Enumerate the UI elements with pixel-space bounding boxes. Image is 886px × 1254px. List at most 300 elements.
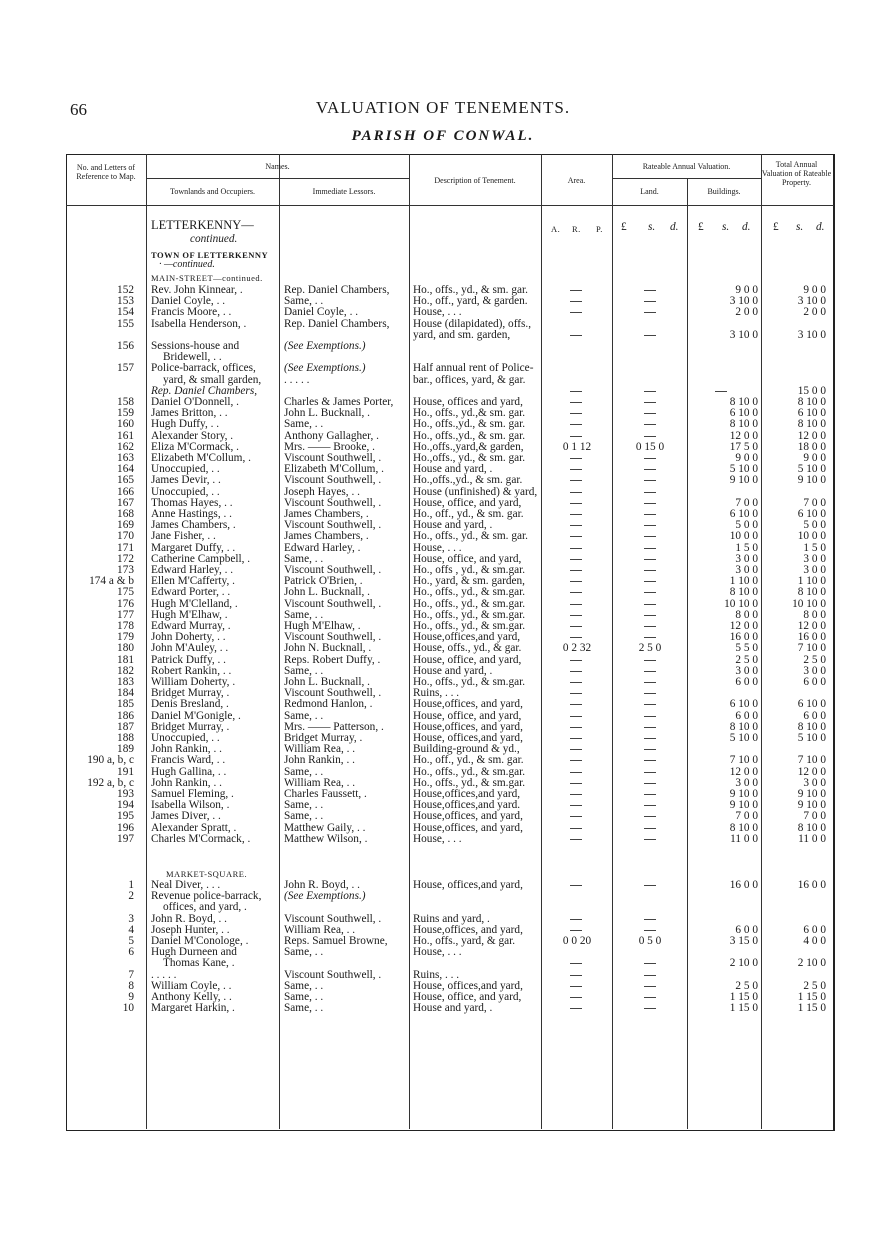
immediate-lessor: Viscount Southwell, .	[284, 687, 382, 700]
nil-dash	[644, 738, 656, 739]
immediate-lessor: Reps. Robert Duffy, .	[284, 653, 381, 666]
unit-pounds: £	[773, 221, 779, 233]
buildings-value: 9 0 0	[735, 284, 758, 296]
map-reference: 178	[117, 620, 134, 632]
total-value: 8 10 0	[797, 586, 826, 599]
nil-dash	[570, 424, 582, 425]
unit-p: P.	[596, 224, 603, 234]
occupier-name: Police-barrack, offices,	[151, 362, 256, 375]
nil-dash	[644, 436, 656, 437]
nil-dash	[644, 986, 656, 987]
buildings-value: 1 5 0	[735, 541, 758, 554]
map-reference: 171	[117, 541, 134, 554]
tenement-description: House and yard, .	[413, 519, 493, 532]
tenement-description: Ho.,offs.,yard,& garden,	[413, 440, 524, 453]
nil-dash	[644, 760, 656, 761]
tenement-description: Building-ground & yd.,	[413, 743, 520, 756]
map-reference: 189	[117, 743, 134, 756]
nil-dash	[570, 885, 582, 886]
immediate-lessor: Same, . .	[284, 765, 324, 778]
total-value: 3 0 0	[803, 564, 826, 576]
total-value: 5 0 0	[803, 519, 826, 532]
buildings-value: 3 0 0	[735, 552, 758, 565]
nil-dash	[570, 760, 582, 761]
nil-dash	[570, 1008, 582, 1009]
nil-dash	[644, 839, 656, 840]
buildings-value: 1 10 0	[729, 575, 758, 588]
total-value: 16 0 0	[797, 631, 826, 644]
unit-pence: d.	[670, 221, 679, 233]
nil-dash	[644, 301, 656, 302]
nil-dash	[644, 805, 656, 806]
total-value: 16 0 0	[797, 879, 826, 891]
tenement-description: Ho., offs., yd., & sm.gar.	[413, 776, 526, 789]
immediate-lessor: Redmond Hanlon, .	[284, 698, 373, 711]
buildings-value: 1 15 0	[729, 1002, 758, 1015]
unit-pounds: £	[698, 221, 704, 233]
col-header-rateable: Rateable Annual Valuation.	[642, 162, 731, 171]
occupier-name: Catherine Campbell, .	[151, 552, 251, 565]
map-reference: 5	[128, 935, 134, 947]
nil-dash	[570, 660, 582, 661]
nil-dash	[570, 637, 582, 638]
nil-dash	[644, 413, 656, 414]
nil-dash	[644, 828, 656, 829]
immediate-lessor: John R. Boyd, . .	[284, 879, 360, 891]
map-reference: 191	[117, 765, 134, 778]
occupier-name: Revenue police-barrack,	[151, 890, 262, 903]
immediate-lessor: . . . . .	[284, 373, 310, 386]
nil-dash	[570, 716, 582, 717]
immediate-lessor: Rep. Daniel Chambers,	[284, 284, 390, 296]
occupier-name: Charles M'Cormack, .	[151, 832, 251, 845]
tenement-description: House, . . .	[413, 306, 462, 319]
buildings-value: 9 10 0	[729, 788, 758, 800]
total-value: 6 0 0	[803, 923, 826, 936]
nil-dash	[570, 604, 582, 605]
occupier-name: Edward Harley, . .	[151, 564, 234, 576]
map-reference: 1	[128, 879, 134, 891]
buildings-value: 3 15 0	[729, 935, 758, 947]
buildings-value: 9 10 0	[729, 799, 758, 812]
buildings-value: 9 0 0	[735, 452, 758, 464]
immediate-lessor: John L. Bucknall, .	[284, 676, 370, 688]
tenement-description: Ho., off., yd., & sm. gar.	[413, 508, 524, 520]
townland-heading: LETTERKENNY—	[151, 218, 254, 232]
tenement-description: Ho., offs , yd., & sm.gar.	[413, 564, 526, 576]
total-value: 1 10 0	[797, 575, 826, 588]
unit-shillings: s.	[796, 221, 804, 233]
tenement-description: House, offices,and yard,	[413, 879, 523, 891]
map-reference: 195	[117, 810, 134, 823]
total-value: 8 10 0	[797, 418, 826, 431]
tenement-description: House, offs., yd., & gar.	[413, 642, 522, 655]
tenement-description: House, . . .	[413, 832, 462, 845]
nil-dash	[644, 772, 656, 773]
nil-dash	[644, 1008, 656, 1009]
immediate-lessor: Rep. Daniel Chambers,	[284, 317, 390, 330]
total-value: 3 0 0	[803, 776, 826, 789]
tenement-description: House,offices, and yard,	[413, 821, 523, 834]
tenement-description: Ho., offs., yd., & sm. gar.	[413, 284, 528, 296]
continued-note: · —continued.	[159, 259, 215, 270]
tenement-description: House and yard, .	[413, 463, 493, 476]
tenement-description: House, office, and yard,	[413, 496, 522, 509]
occupier-name: John Rankin, . .	[151, 776, 222, 789]
nil-dash	[644, 312, 656, 313]
nil-dash	[570, 290, 582, 291]
area-value: 0 0 20	[562, 935, 592, 947]
tenement-description: Ho., offs.,yd., & sm. gar.	[413, 429, 526, 442]
nil-dash	[570, 312, 582, 313]
occupier-name: Jane Fisher, . .	[151, 530, 216, 543]
unit-shillings: s.	[648, 221, 656, 233]
map-reference: 3	[128, 912, 134, 925]
nil-dash	[570, 682, 582, 683]
occupier-name: Robert Rankin, . .	[151, 664, 232, 677]
nil-dash	[570, 503, 582, 504]
tenement-description: House,offices, and yard,	[413, 698, 523, 711]
map-reference: 157	[117, 362, 134, 375]
buildings-value: 16 0 0	[729, 631, 758, 644]
immediate-lessor: Viscount Southwell, .	[284, 474, 382, 487]
total-value: 6 0 0	[803, 676, 826, 688]
tenement-description: Ho., offs., yd., & sm.gar.	[413, 608, 526, 621]
occupier-name: Anne Hastings, . .	[151, 508, 232, 520]
nil-dash	[570, 749, 582, 750]
nil-dash	[644, 626, 656, 627]
nil-dash	[644, 570, 656, 571]
total-value: 5 10 0	[797, 463, 826, 476]
total-value: 1 15 0	[797, 1002, 826, 1015]
nil-dash	[644, 816, 656, 817]
total-value: 3 10 0	[797, 328, 826, 341]
immediate-lessor: Viscount Southwell, .	[284, 912, 382, 925]
nil-dash	[570, 963, 582, 964]
total-value: 7 10 0	[797, 754, 826, 767]
buildings-value: 8 10 0	[729, 586, 758, 599]
total-value: 3 10 0	[797, 295, 826, 308]
tenement-description: House, offices and yard,	[413, 396, 523, 408]
immediate-lessor: Same, . .	[284, 979, 324, 992]
immediate-lessor: William Rea, . .	[284, 923, 356, 936]
occupier-name: Bridget Murray, .	[151, 687, 230, 700]
nil-dash	[644, 335, 656, 336]
map-reference: 184	[117, 687, 134, 700]
immediate-lessor: Patrick O'Brien, .	[284, 575, 363, 588]
buildings-value: 8 10 0	[729, 396, 758, 408]
total-value: 2 10 0	[797, 957, 826, 970]
total-value: 3 0 0	[803, 664, 826, 677]
map-reference: 193	[117, 788, 134, 800]
buildings-value: 17 5 0	[729, 440, 758, 453]
nil-dash	[570, 469, 582, 470]
occupier-name: yard, & small garden,	[163, 373, 262, 386]
tenement-description: Ruins, . . .	[413, 687, 460, 700]
tenement-description: Ho.,offs.,yd., & sm. gar.	[413, 474, 523, 487]
buildings-value: 12 0 0	[729, 620, 758, 632]
column-rule	[409, 154, 410, 1129]
unit-r: R.	[572, 224, 581, 234]
map-reference: 154	[117, 306, 134, 319]
nil-dash	[570, 413, 582, 414]
map-reference: 4	[128, 923, 134, 936]
tenement-description: House and yard, .	[413, 664, 493, 677]
immediate-lessor: Same, . .	[284, 608, 324, 621]
occupier-name: Thomas Kane, .	[163, 957, 235, 970]
immediate-lessor: John L. Bucknall, .	[284, 586, 370, 599]
map-reference: 10	[122, 1002, 134, 1015]
tenement-description: Ho., off., yd., & sm. gar.	[413, 754, 524, 767]
occupier-name: John Doherty, . .	[151, 631, 226, 644]
immediate-lessor: Matthew Gaily, . .	[284, 821, 366, 834]
map-reference: 185	[117, 698, 134, 711]
tenement-description: bar., offices, yard, & gar.	[413, 373, 526, 386]
immediate-lessor: Mrs. —— Patterson, .	[284, 720, 384, 733]
land-value: 2 5 0	[638, 642, 662, 655]
map-reference: 153	[117, 295, 134, 308]
buildings-value: 12 0 0	[729, 429, 758, 442]
buildings-value: 6 10 0	[729, 698, 758, 711]
total-value: 8 10 0	[797, 821, 826, 834]
col-header-buildings: Buildings.	[707, 187, 741, 196]
immediate-lessor: Elizabeth M'Collum, .	[284, 463, 384, 476]
nil-dash	[644, 716, 656, 717]
occupier-name: John Rankin, . .	[151, 743, 222, 756]
nil-dash	[570, 626, 582, 627]
occupier-name: James Devir, . .	[151, 474, 221, 487]
immediate-lessor: Charles & James Porter,	[284, 396, 394, 408]
nil-dash	[570, 548, 582, 549]
nil-dash	[570, 480, 582, 481]
occupier-name: Edward Porter, . .	[151, 586, 231, 599]
nil-dash	[570, 704, 582, 705]
immediate-lessor: Same, . .	[284, 664, 324, 677]
total-value: 2 5 0	[803, 979, 826, 992]
total-value: 2 5 0	[803, 653, 826, 666]
tenement-description: Ho., offs., yd., & sm.gar.	[413, 597, 526, 610]
nil-dash	[570, 335, 582, 336]
nil-dash	[644, 525, 656, 526]
occupier-name: James Diver, . .	[151, 810, 221, 823]
col-header-total: Total Annual Valuation of Rateable Property.	[761, 160, 832, 187]
occupier-name: Isabella Henderson, .	[151, 317, 247, 330]
nil-dash	[570, 592, 582, 593]
occupier-name: Rep. Daniel Chambers,	[151, 384, 258, 397]
nil-dash	[570, 671, 582, 672]
total-value: 9 0 0	[803, 452, 826, 464]
total-value: 12 0 0	[797, 620, 826, 632]
immediate-lessor: Same, . .	[284, 946, 324, 959]
immediate-lessor: Hugh M'Elhaw, .	[284, 620, 361, 632]
buildings-value: 8 10 0	[729, 720, 758, 733]
map-reference: 192 a, b, c	[87, 776, 134, 789]
total-value: 9 10 0	[797, 788, 826, 800]
occupier-name: Hugh M'Elhaw, .	[151, 608, 228, 621]
map-reference: 161	[117, 429, 134, 442]
immediate-lessor: Daniel Coyle, . .	[284, 306, 359, 319]
nil-dash	[644, 794, 656, 795]
nil-dash	[644, 391, 656, 392]
total-value: 9 0 0	[803, 284, 826, 296]
buildings-value: 6 0 0	[735, 923, 758, 936]
occupier-name: Neal Diver, . . .	[151, 879, 221, 891]
tenement-description: House, . . .	[413, 946, 462, 959]
immediate-lessor: William Rea, . .	[284, 743, 356, 756]
map-reference: 163	[117, 452, 134, 464]
buildings-value: 6 0 0	[735, 709, 758, 722]
immediate-lessor: Same, . .	[284, 810, 324, 823]
immediate-lessor: John L. Bucknall, .	[284, 407, 370, 420]
buildings-value: 8 10 0	[729, 418, 758, 431]
map-reference: 172	[117, 552, 134, 565]
nil-dash	[570, 772, 582, 773]
nil-dash	[644, 480, 656, 481]
nil-dash	[570, 828, 582, 829]
buildings-value: 5 10 0	[729, 732, 758, 744]
nil-dash	[644, 581, 656, 582]
immediate-lessor: Viscount Southwell, .	[284, 496, 382, 509]
tenement-description: House,offices, and yard,	[413, 810, 523, 823]
nil-dash	[570, 514, 582, 515]
column-rule	[279, 154, 280, 1129]
occupier-name: Bridget Murray, .	[151, 720, 230, 733]
nil-dash	[644, 930, 656, 931]
tenement-description: House, office, and yard,	[413, 653, 522, 666]
occupier-name: Hugh Duffy, . .	[151, 418, 220, 431]
nil-dash	[570, 738, 582, 739]
immediate-lessor: Anthony Gallagher, .	[284, 429, 379, 442]
occupier-name: Daniel Coyle, . .	[151, 295, 226, 308]
tenement-description: House,offices, and yard,	[413, 923, 523, 936]
land-value: 0 5 0	[638, 935, 662, 947]
immediate-lessor: (See Exemptions.)	[284, 362, 366, 375]
nil-dash	[570, 975, 582, 976]
immediate-lessor: Viscount Southwell, .	[284, 564, 382, 576]
occupier-name: William Doherty, .	[151, 676, 236, 688]
nil-dash	[644, 727, 656, 728]
map-reference: 177	[117, 608, 134, 621]
buildings-value: 11 0 0	[730, 832, 758, 845]
buildings-value: 3 0 0	[735, 564, 758, 576]
nil-dash	[644, 290, 656, 291]
nil-dash	[570, 525, 582, 526]
buildings-value: 5 0 0	[735, 519, 758, 532]
map-reference: 180	[117, 642, 134, 655]
occupier-name: Alexander Spratt, .	[151, 821, 237, 834]
tenement-description: Ho., offs.,yd., & sm. gar.	[413, 418, 526, 431]
buildings-value: 7 0 0	[735, 496, 758, 509]
tenement-description: Ho., offs., yd., & sm. gar.	[413, 530, 528, 543]
immediate-lessor: Viscount Southwell, .	[284, 597, 382, 610]
nil-dash	[570, 615, 582, 616]
header-rule	[612, 178, 761, 179]
map-reference: 176	[117, 597, 134, 610]
nil-dash	[644, 671, 656, 672]
column-rule	[541, 154, 542, 1129]
occupier-name: Ellen M'Cafferty, .	[151, 575, 235, 588]
occupier-name: Isabella Wilson, .	[151, 799, 230, 812]
nil-dash	[644, 514, 656, 515]
col-header-area: Area.	[567, 176, 586, 185]
page-title: VALUATION OF TENEMENTS.	[315, 98, 571, 117]
unit-pence: d.	[742, 221, 751, 233]
header-rule	[66, 205, 834, 206]
map-reference: 8	[128, 979, 134, 992]
nil-dash	[644, 637, 656, 638]
tenement-description: Ho., yard, & sm. garden,	[413, 575, 526, 588]
tenement-description: Ho., offs., yd., & sm.gar.	[413, 765, 526, 778]
map-reference: 162	[117, 440, 134, 453]
buildings-value: 5 5 0	[735, 642, 758, 655]
tenement-description: House (unfinished) & yard,	[413, 485, 538, 498]
nil-dash	[570, 986, 582, 987]
buildings-value: 3 0 0	[735, 776, 758, 789]
tenement-description: Ho., offs., yd., & sm.gar.	[413, 586, 526, 599]
occupier-name: John M'Auley, . .	[151, 642, 229, 655]
land-value: 0 15 0	[635, 440, 665, 453]
total-value: 12 0 0	[797, 765, 826, 778]
occupier-name: Daniel O'Donnell, .	[151, 396, 239, 408]
map-reference: 160	[117, 418, 134, 431]
map-reference: 169	[117, 519, 134, 532]
nil-dash	[570, 402, 582, 403]
nil-dash	[644, 919, 656, 920]
map-reference: 194	[117, 799, 134, 812]
column-rule	[612, 154, 613, 1129]
col-header-names: Names.	[265, 162, 290, 171]
nil-dash	[644, 559, 656, 560]
total-value: 1 5 0	[803, 541, 826, 554]
map-reference: 187	[117, 720, 134, 733]
nil-dash	[570, 570, 582, 571]
buildings-value: 7 0 0	[735, 810, 758, 823]
nil-dash	[644, 749, 656, 750]
total-value: 2 0 0	[803, 306, 826, 319]
tenement-description: Ruins and yard, .	[413, 912, 490, 925]
occupier-name: Bridewell, . .	[163, 351, 222, 364]
occupier-name: Joseph Hunter, . .	[151, 923, 230, 936]
occupier-name: Francis Moore, . .	[151, 306, 232, 319]
buildings-value: 2 10 0	[729, 957, 758, 970]
tenement-description: House, . . .	[413, 541, 462, 554]
nil-dash	[644, 402, 656, 403]
occupier-name: Patrick Duffy, . .	[151, 653, 226, 666]
tenement-description: Ho.,offs., yd., & sm. gar.	[413, 452, 526, 464]
nil-dash	[644, 704, 656, 705]
immediate-lessor: James Chambers, .	[284, 530, 369, 543]
occupier-name: William Coyle, . .	[151, 979, 232, 992]
tenement-description: House, office, and yard,	[413, 552, 522, 565]
occupier-name: Hugh M'Clelland, .	[151, 597, 238, 610]
nil-dash	[644, 503, 656, 504]
tenement-description: yard, and sm. garden,	[413, 328, 511, 341]
nil-dash	[644, 975, 656, 976]
nil-dash	[570, 581, 582, 582]
area-value: 0 2 32	[562, 642, 592, 655]
buildings-value: 7 10 0	[729, 754, 758, 767]
map-reference: 166	[117, 485, 134, 498]
immediate-lessor: Mrs. —— Brooke, .	[284, 440, 375, 453]
occupier-name: Rev. John Kinnear, .	[151, 284, 243, 296]
tenement-description: House, office, and yard,	[413, 709, 522, 722]
unit-pounds: £	[621, 221, 627, 233]
occupier-name: . . . . .	[151, 968, 177, 981]
column-rule	[146, 154, 147, 1129]
total-value: 15 0 0	[797, 384, 826, 397]
immediate-lessor: Edward Harley, .	[284, 541, 361, 554]
nil-dash	[644, 693, 656, 694]
